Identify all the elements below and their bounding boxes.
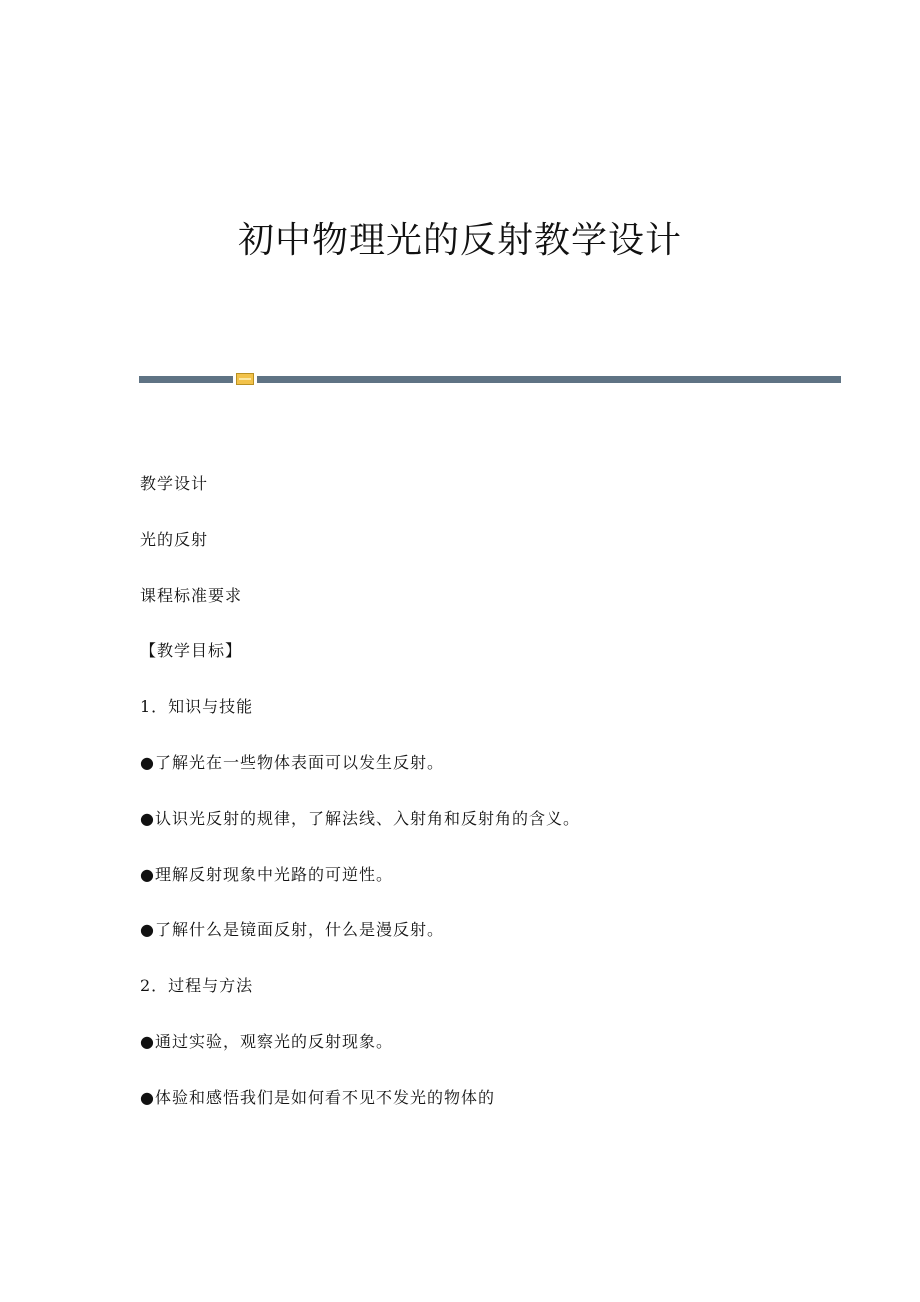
divider-bar-right <box>257 376 841 383</box>
paragraph-topic: 光的反射 <box>140 529 209 549</box>
bullet-item: ●理解反射现象中光路的可逆性。 <box>140 864 393 884</box>
bullet-item: ●了解什么是镜面反射，什么是漫反射。 <box>140 920 444 940</box>
paragraph-section-label: 教学设计 <box>140 474 209 493</box>
document-body <box>140 470 840 1140</box>
divider-bar-left <box>139 376 233 383</box>
bullet-item: ●了解光在一些物体表面可以发生反射。 <box>140 752 444 772</box>
paragraph-curriculum-heading: 课程标准要求 <box>140 585 243 605</box>
document-title: 初中物理光的反射教学设计 <box>237 220 682 261</box>
title-divider <box>139 373 841 385</box>
bullet-item: ●通过实验，观察光的反射现象。 <box>140 1031 393 1051</box>
paragraph-objectives-heading: 【教学目标】 <box>140 641 243 661</box>
paragraph-process-heading: 2．过程与方法 <box>140 976 254 996</box>
bullet-item: ●认识光反射的规律，了解法线、入射角和反射角的含义。 <box>140 808 580 828</box>
divider-ornament-icon <box>236 373 254 385</box>
bullet-item: ●体验和感悟我们是如何看不见不发光的物体的 <box>140 1087 495 1107</box>
paragraph-knowledge-heading: 1．知识与技能 <box>140 697 254 717</box>
